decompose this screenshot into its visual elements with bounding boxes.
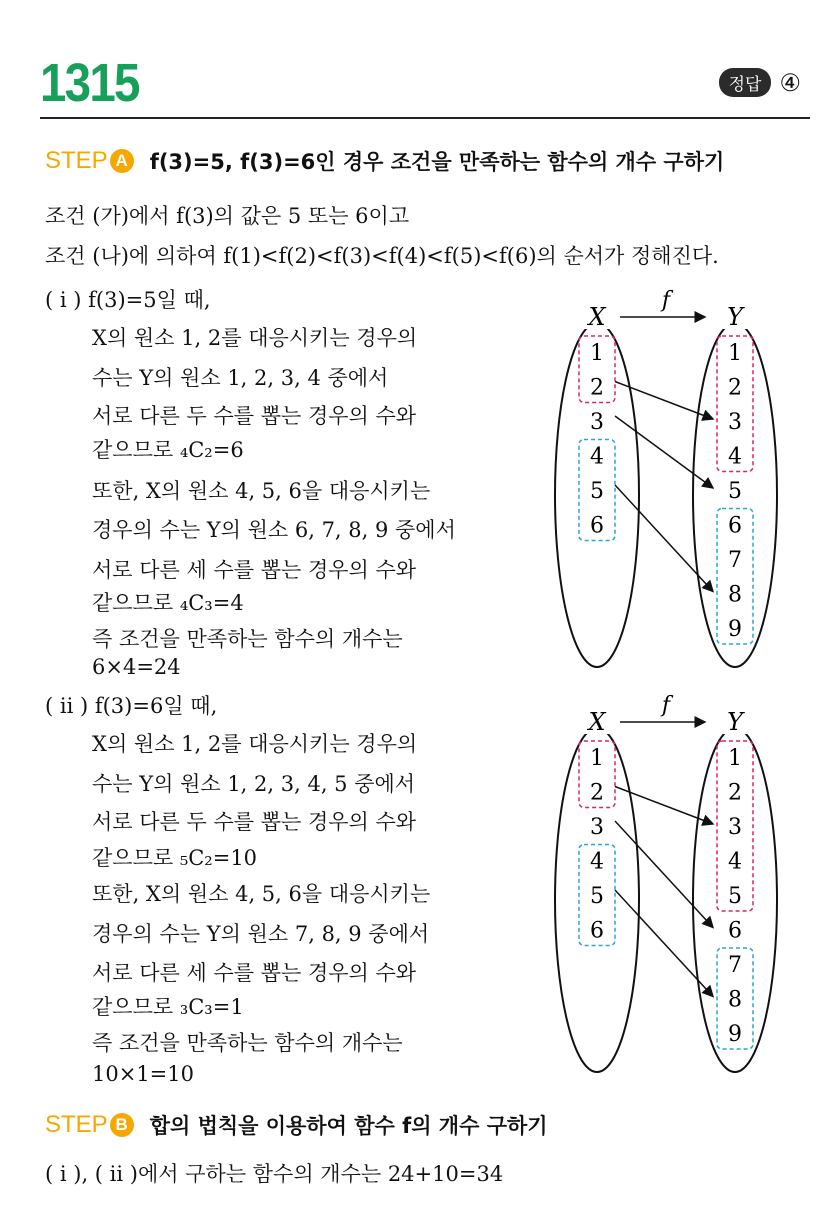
step-b-title: 합의 법칙을 이용하여 함수 f의 개수 구하기	[149, 1114, 548, 1138]
codomain-element: 4	[728, 849, 742, 875]
domain-element: 2	[590, 375, 604, 401]
text-line: 수는 Y의 원소 1, 2, 3, 4 중에서	[92, 366, 389, 390]
answer-badge: 정답	[719, 68, 772, 97]
codomain-element: 3	[728, 410, 742, 435]
codomain-element: 3	[728, 815, 742, 840]
codomain-element: 2	[728, 780, 742, 806]
step-b-tag: STEP B	[45, 1111, 134, 1139]
domain-element: 3	[590, 815, 604, 840]
mapping-arrow	[615, 382, 713, 420]
mapping-arrow	[615, 890, 713, 997]
step-b-heading	[45, 1110, 548, 1140]
domain-element: 5	[590, 479, 604, 504]
codomain-label: Y	[727, 303, 743, 331]
codomain-element: 7	[728, 548, 742, 573]
mapping-arrow	[615, 787, 713, 825]
divider	[40, 117, 810, 119]
domain-label: X	[588, 708, 606, 736]
codomain-element: 7	[728, 953, 742, 978]
text-line: 조건 (나)에 의하여 f(1)<f(2)<f(3)<f(4)<f(5)<f(6)의 순서가 정해진다.	[45, 244, 719, 268]
domain-element: 2	[590, 780, 604, 806]
mapping-arrow	[615, 485, 713, 592]
text-line: 수는 Y의 원소 1, 2, 3, 4, 5 중에서	[92, 772, 416, 796]
step-a-title: f(3)=5, f(3)=6인 경우 조건을 만족하는 함수의 개수 구하기	[149, 150, 725, 174]
mapping-diagram-2	[540, 690, 810, 1085]
text-line: ( ii ) f(3)=6일 때,	[45, 694, 218, 718]
domain-element: 3	[590, 410, 604, 435]
text-line: 서로 다른 세 수를 뽑는 경우의 수와	[92, 961, 417, 985]
domain-element: 4	[590, 444, 604, 470]
text-line: 경우의 수는 Y의 원소 7, 8, 9 중에서	[92, 922, 430, 946]
text-line: 즉 조건을 만족하는 함수의 개수는	[92, 627, 403, 651]
step-a-heading	[45, 146, 724, 176]
text-line: 또한, X의 원소 4, 5, 6을 대응시키는	[92, 479, 431, 503]
final-line: ( i ), ( ii )에서 구하는 함수의 개수는 24+10=34	[45, 1162, 504, 1186]
codomain-element: 9	[728, 1022, 742, 1047]
codomain-element: 8	[728, 987, 742, 1013]
codomain-label: Y	[727, 708, 743, 736]
codomain-element: 8	[728, 582, 742, 608]
step-a-tag: STEP A	[45, 147, 134, 175]
text-line: 경우의 수는 Y의 원소 6, 7, 8, 9 중에서	[92, 518, 456, 542]
mapping-arrow	[615, 416, 713, 488]
domain-element: 6	[590, 918, 604, 944]
codomain-element: 5	[728, 479, 742, 504]
codomain-element: 6	[728, 918, 742, 944]
text-line: ( i ) f(3)=5일 때,	[45, 288, 211, 312]
text-line: 10×1=10	[92, 1062, 194, 1086]
codomain-element: 4	[728, 444, 742, 470]
domain-label: X	[588, 303, 606, 331]
text-line: 같으므로 ₄C₂=6	[92, 438, 244, 462]
codomain-element: 1	[728, 341, 742, 366]
text-line: 6×4=24	[92, 655, 181, 679]
text-line: 서로 다른 세 수를 뽑는 경우의 수와	[92, 558, 417, 582]
codomain-element: 6	[728, 513, 742, 539]
domain-element: 1	[590, 341, 604, 366]
text-line: 서로 다른 두 수를 뽑는 경우의 수와	[92, 404, 417, 428]
text-line: 같으므로 ₃C₃=1	[92, 995, 244, 1019]
mapping-arrow	[615, 821, 713, 928]
map-label: f	[661, 693, 671, 718]
codomain-element: 5	[728, 884, 742, 909]
codomain-element: 2	[728, 375, 742, 401]
codomain-element: 1	[728, 746, 742, 771]
answer	[719, 68, 801, 97]
text-line: 또한, X의 원소 4, 5, 6을 대응시키는	[92, 882, 431, 906]
text-line: X의 원소 1, 2를 대응시키는 경우의	[92, 732, 418, 756]
problem-number: 1315	[40, 53, 139, 113]
domain-element: 6	[590, 513, 604, 539]
map-label: f	[661, 288, 671, 313]
domain-element: 4	[590, 849, 604, 875]
text-line: 서로 다른 두 수를 뽑는 경우의 수와	[92, 810, 417, 834]
text-line: 조건 (가)에서 f(3)의 값은 5 또는 6이고	[45, 204, 410, 228]
text-line: 같으므로 ₄C₃=4	[92, 591, 244, 615]
text-line: X의 원소 1, 2를 대응시키는 경우의	[92, 326, 418, 350]
codomain-element: 9	[728, 617, 742, 642]
domain-element: 1	[590, 746, 604, 771]
text-line: 즉 조건을 만족하는 함수의 개수는	[92, 1031, 403, 1055]
text-line: 같으므로 ₅C₂=10	[92, 846, 258, 870]
mapping-diagram-1	[540, 285, 810, 680]
domain-element: 5	[590, 884, 604, 909]
answer-value: ④	[779, 68, 801, 97]
